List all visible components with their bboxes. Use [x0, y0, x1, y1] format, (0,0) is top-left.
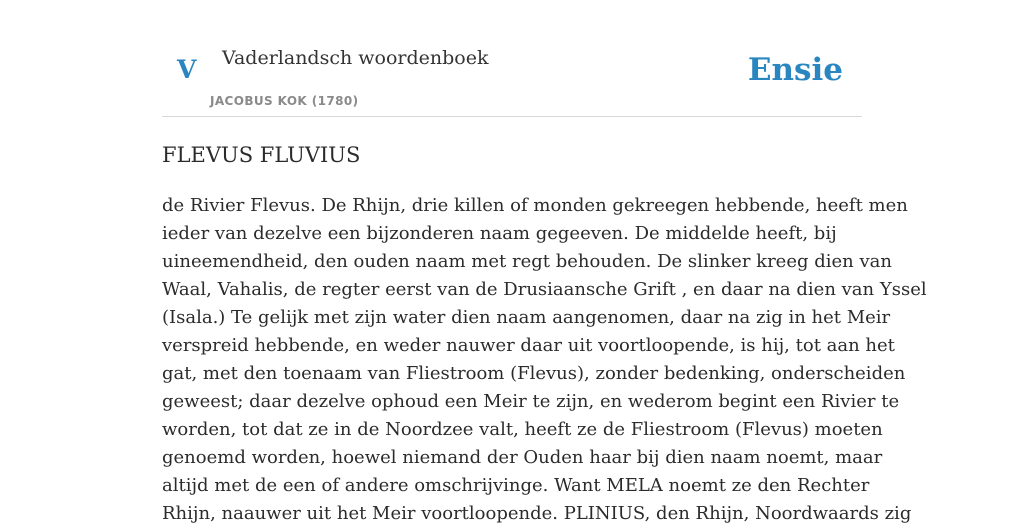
entry-line: (Isala.) Te gelijk met zijn water dien naam aangenomen, daar na zig in het Meir: [162, 307, 891, 328]
page-header: [162, 0, 862, 117]
entry-line: altijd met de een of andere omschrijvinge. Want MELA noemt ze den Rechter: [162, 475, 870, 496]
entry-line: worden, tot dat ze in de Noordzee valt, heeft ze de Fliestroom (Flevus) moeten: [162, 419, 883, 440]
index-letter[interactable]: V: [177, 55, 197, 84]
entry-title: FLEVUS FLUVIUS: [162, 143, 361, 167]
entry-line: genoemd worden, hoewel niemand der Ouden haar bij dien naam noemt, maar: [162, 447, 883, 468]
entry-line: verspreid hebbende, en weder nauwer daar uit voortloopende, is hij, tot aan het: [162, 335, 895, 356]
entry-line: de Rivier Flevus. De Rhijn, drie killen of monden gekreegen hebbende, heeft men: [162, 195, 908, 216]
entry-line: Waal, Vahalis, de regter eerst van de Drusiaansche Grift , en daar na dien van Yssel: [162, 279, 927, 300]
entry-line: uineemendheid, den ouden naam met regt behouden. De slinker kreeg dien van: [162, 251, 892, 272]
entry-line: geweest; daar dezelve ophoud een Meir te zijn, en wederom begint een Rivier te: [162, 391, 900, 412]
ensie-logo-link[interactable]: Ensie: [747, 52, 843, 88]
entry-line: Rhijn, naauwer uit het Meir voortloopende. PLINIUS, den Rhijn, Noordwaards zig: [162, 503, 912, 524]
entry-line: gat, met den toenaam van Fliestroom (Flevus), zonder bedenking, onderscheiden: [162, 363, 906, 384]
book-title[interactable]: Vaderlandsch woordenboek: [222, 47, 489, 69]
entry-body: [162, 192, 927, 528]
entry-line: ieder van dezelve een bijzonderen naam gegeeven. De middelde heeft, bij: [162, 223, 837, 244]
book-author: JACOBUS KOK (1780): [210, 94, 359, 108]
